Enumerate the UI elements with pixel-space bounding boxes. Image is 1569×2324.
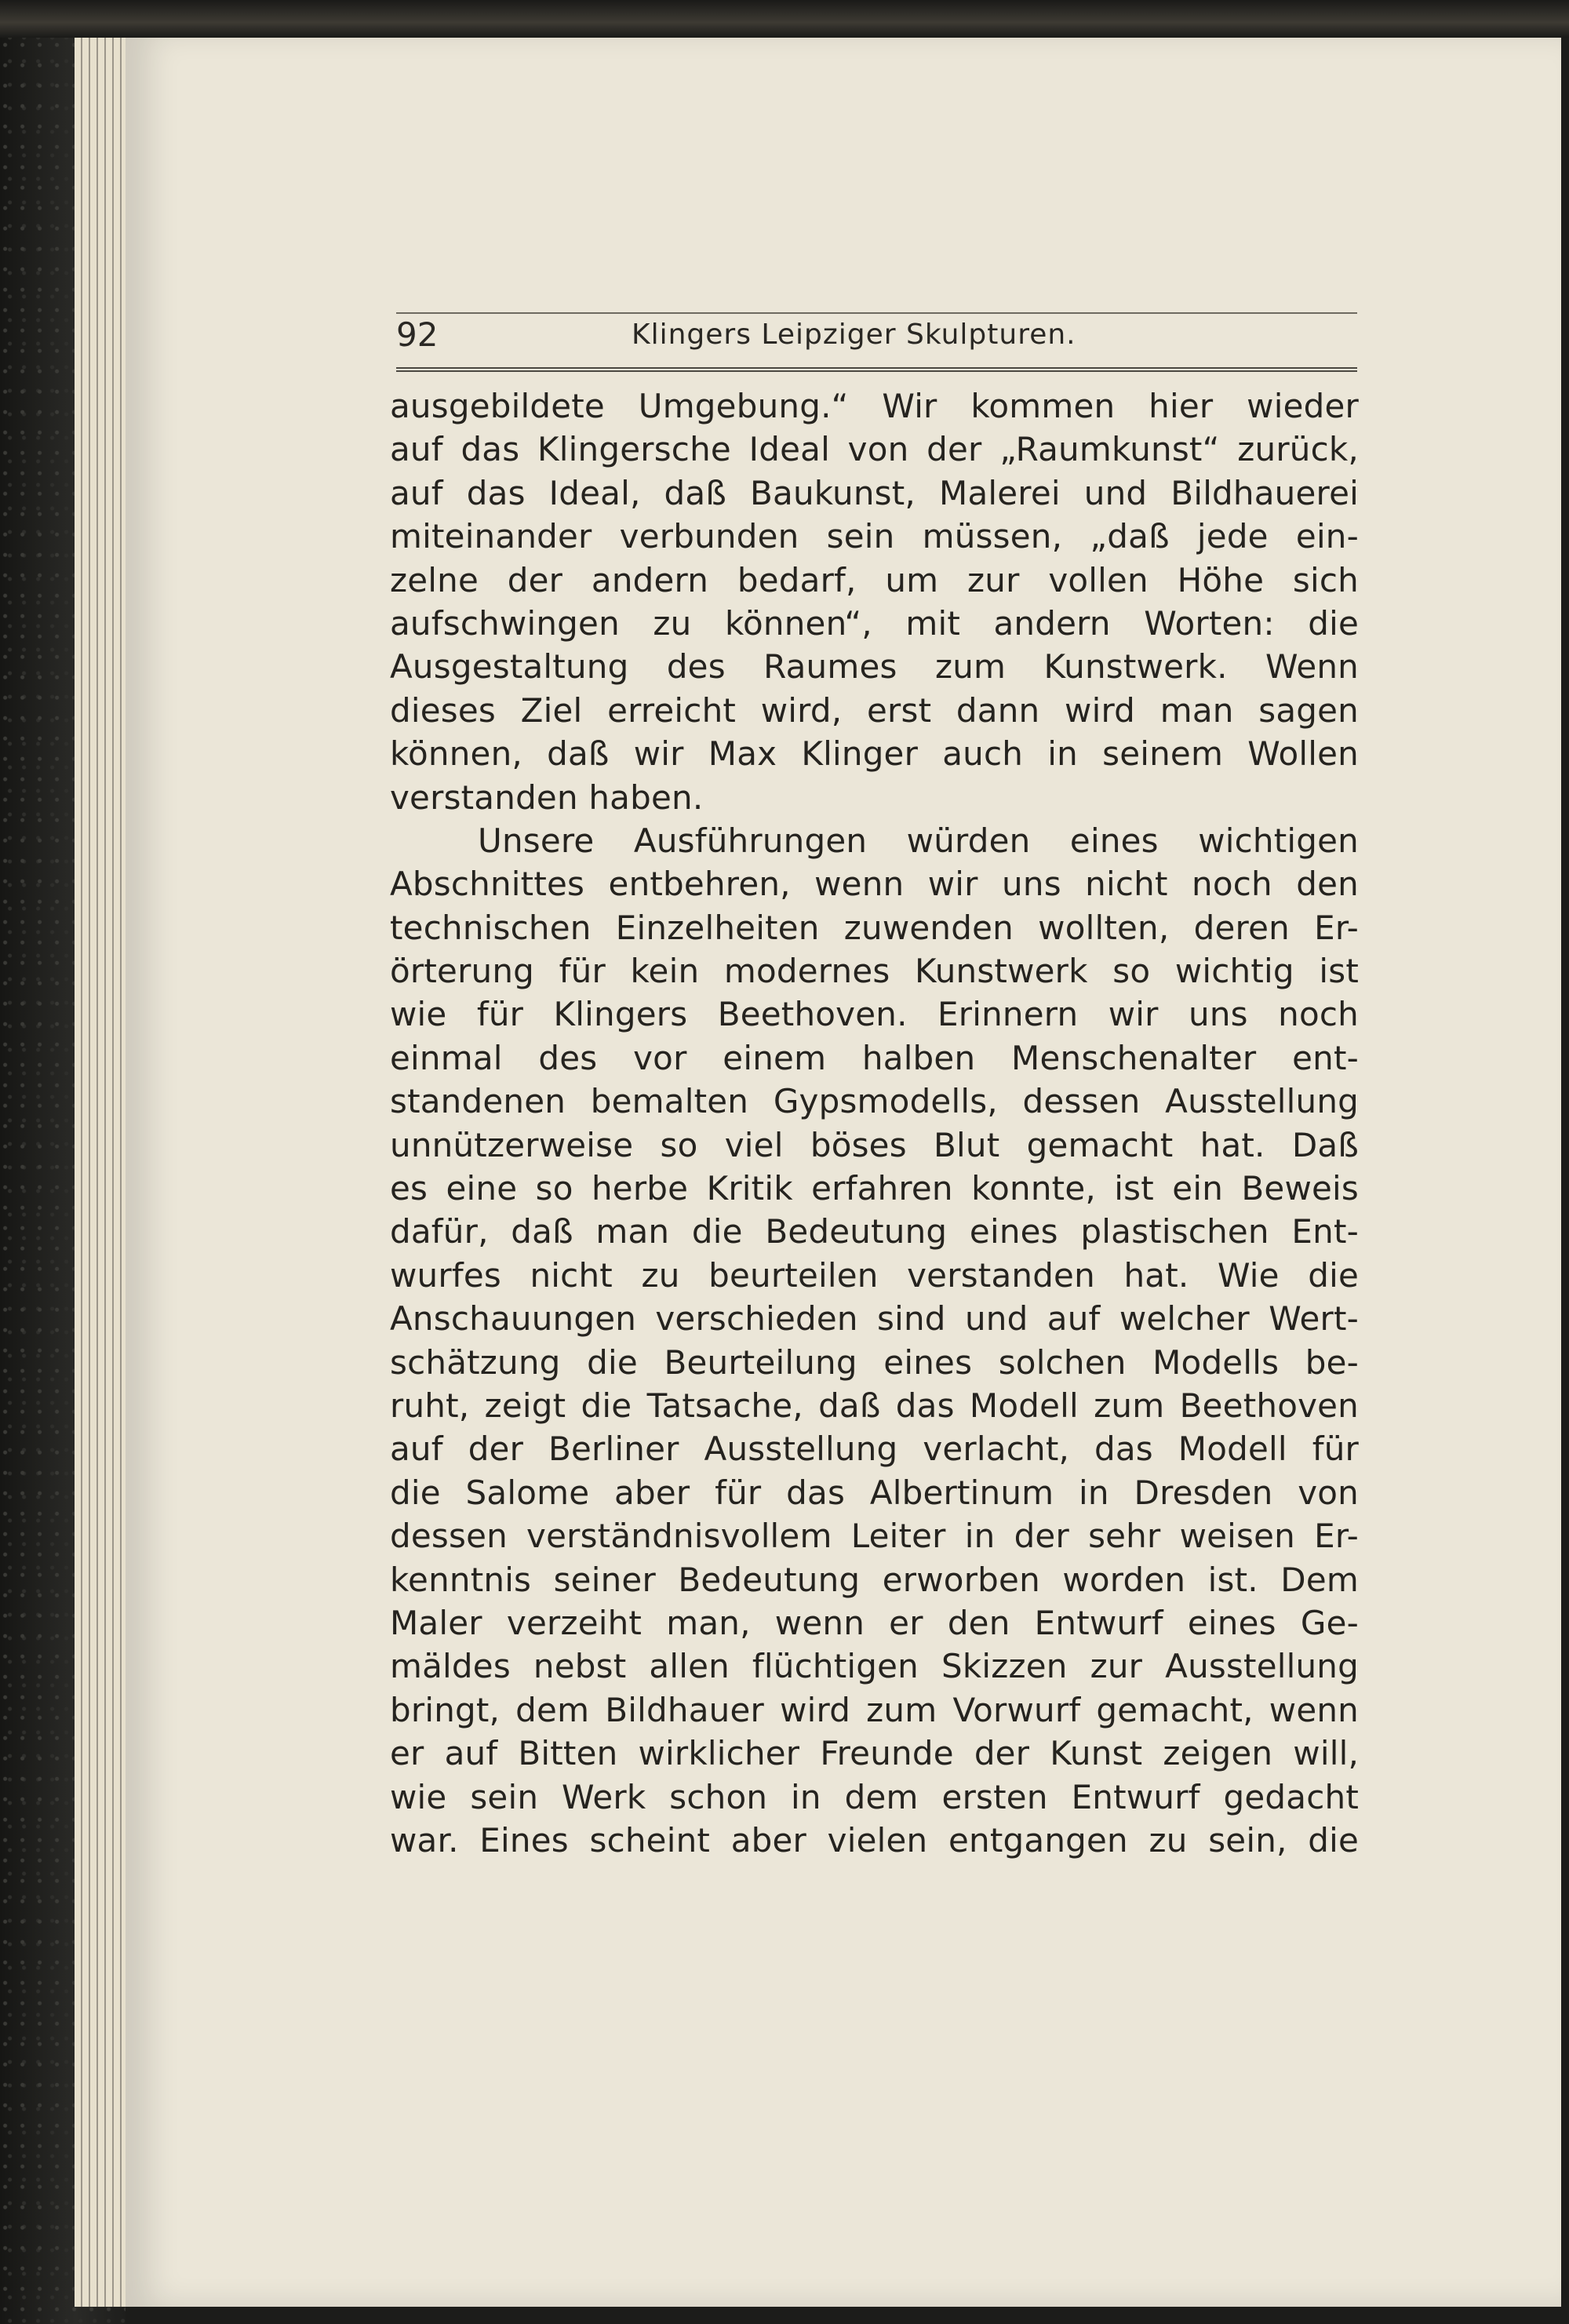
text-line: Anschauungen verschieden sind und auf welcher Wert- bbox=[390, 1299, 1359, 1339]
text-line: können, daß wir Max Klinger auch in seinem Wollen bbox=[390, 734, 1359, 774]
text-line: auf das Ideal, daß Baukunst, Malerei und Bildhauerei bbox=[390, 473, 1359, 512]
text-line: ausgebildete Umgebung.“ Wir kommen hier wieder bbox=[390, 387, 1359, 425]
text-line: verstanden haben. bbox=[390, 778, 704, 817]
text-line: auf das Klingersche Ideal von der „Raumkunst“ zurück, bbox=[390, 430, 1359, 469]
text-line: schätzung die Beurteilung eines solchen Modells be- bbox=[390, 1342, 1359, 1382]
text-line: zelne der andern bedarf, um zur vollen Höhe sich bbox=[390, 560, 1359, 599]
text-line: wurfes nicht zu beurteilen verstanden hat. Wie die bbox=[390, 1255, 1359, 1295]
header-rule-top bbox=[396, 312, 1357, 314]
text-line: es eine so herbe Kritik erfahren konnte, ist ein Beweis bbox=[390, 1169, 1359, 1208]
text-line: Maler verzeiht man, wenn er den Entwurf eines Ge- bbox=[390, 1603, 1359, 1642]
text-line: er auf Bitten wirklicher Freunde der Kunst zeigen will, bbox=[390, 1734, 1359, 1773]
text-line: dieses Ziel erreicht wird, erst dann wird man sagen bbox=[390, 690, 1359, 730]
text-line: aufschwingen zu können“, mit andern Worten: die bbox=[390, 603, 1359, 643]
text-line: die Salome aber für das Albertinum in Dresden von bbox=[390, 1473, 1359, 1512]
text-line: dessen verständnisvollem Leiter in der sehr weisen Er- bbox=[390, 1517, 1359, 1556]
text-line: wie für Klingers Beethoven. Erinnern wir uns noch bbox=[390, 995, 1359, 1034]
text-line: einmal des vor einem halben Menschenalter ent- bbox=[390, 1038, 1359, 1077]
text-line: miteinander verbunden sein müssen, „daß jede ein- bbox=[390, 517, 1359, 556]
text-line: standenen bemalten Gypsmodells, dessen Ausstellung bbox=[390, 1082, 1359, 1121]
text-line: mäldes nebst allen flüchtigen Skizzen zur Ausstellung bbox=[390, 1647, 1359, 1686]
text-line: unnützerweise so viel böses Blut gemacht hat. Daß bbox=[390, 1125, 1359, 1164]
text-line: Abschnittes entbehren, wenn wir uns nicht noch den bbox=[390, 865, 1359, 904]
header-rule-bottom bbox=[396, 367, 1357, 372]
text-line: kenntnis seiner Bedeutung erworben worden ist. Dem bbox=[390, 1560, 1359, 1599]
page-number: 92 bbox=[396, 315, 439, 354]
text-line: ruht, zeigt die Tatsache, daß das Modell zum Beethoven bbox=[390, 1386, 1359, 1425]
text-line: auf der Berliner Ausstellung verlacht, das Modell für bbox=[390, 1430, 1359, 1469]
body-text bbox=[390, 384, 1359, 1862]
text-line: dafür, daß man die Bedeutung eines plastischen Ent- bbox=[390, 1212, 1359, 1251]
text-line: Ausgestaltung des Raumes zum Kunstwerk. Wenn bbox=[390, 647, 1359, 687]
text-line: war. Eines scheint aber vielen entgangen zu sein, die bbox=[390, 1820, 1359, 1860]
running-title: Klingers Leipziger Skulpturen. bbox=[632, 319, 1076, 351]
text-line: örterung für kein modernes Kunstwerk so wichtig ist bbox=[390, 952, 1359, 991]
running-header bbox=[396, 312, 1357, 372]
text-line: bringt, dem Bildhauer wird zum Vorwurf gemacht, wenn bbox=[390, 1690, 1359, 1729]
page-edges bbox=[75, 31, 129, 2307]
text-line: Unsere Ausführungen würden eines wichtigen bbox=[478, 821, 1359, 860]
text-line: technischen Einzelheiten zuwenden wollten, deren Er- bbox=[390, 908, 1359, 947]
top-binding-strip bbox=[0, 0, 1569, 38]
text-line: wie sein Werk schon in dem ersten Entwurf gedacht bbox=[390, 1777, 1359, 1816]
